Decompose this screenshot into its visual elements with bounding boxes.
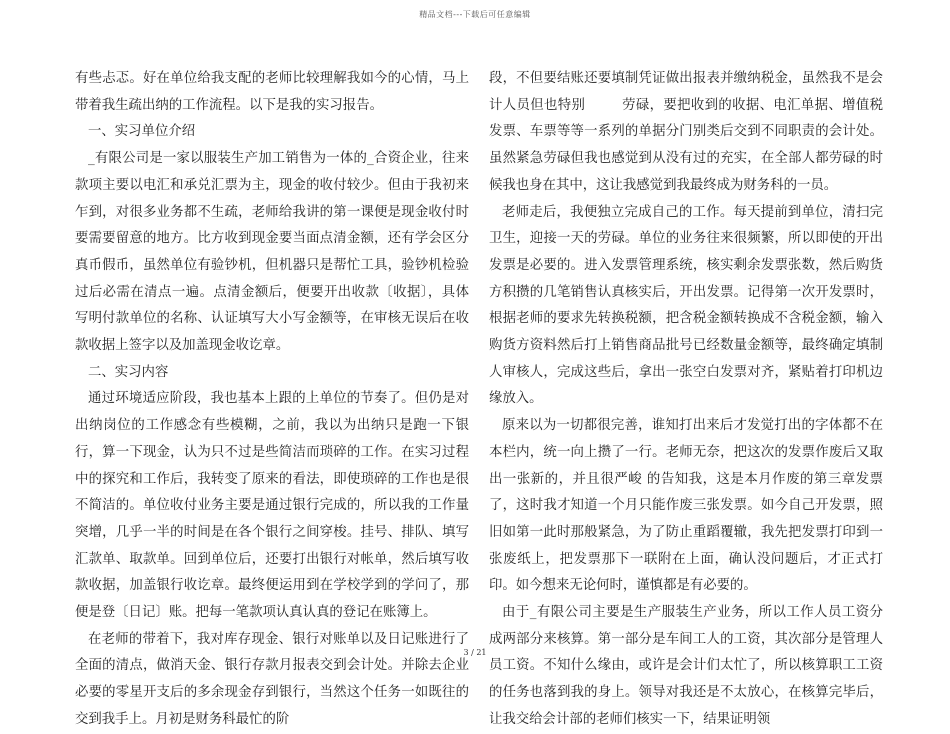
paragraph: 在老师的带着下，我对库存现金、银行对账单以及日记账进行了全面的清点，做消天金、银行存款月报表交到会计处。并除去企业必要的零星开支后的多余现金存到银行，当然这个任务一如既往的交到我手上。月初是财务科最忙的阶: [75, 631, 469, 727]
paragraph: 老师走后，我便独立完成自己的工作。每天提前到单位，清扫完卫生，迎接一天的劳碌。单位的业务往来很频繁，所以即使的开出发票是必要的。进入发票管理系统，核实剩余发票张数，然后购货方积攒的几笔销售认真核实后，开出发票。记得第一次开发票时，根据老师的要求先转换税额，把含税金额转换成不含税金额，输入购货方资料然后打上销售商品批号已经数量金额等，最终确定填制人审核人，完成这些后，拿出一张空白发票对齐，紧贴着打印机边缘放入。: [489, 204, 883, 407]
page-header: 精品文档---下载后可任意编辑: [419, 10, 531, 19]
paragraph: 有些忐忑。好在单位给我支配的老师比较理解我如今的心情，马上带着我生疏出纳的工作流程。以下是我的实习报告。: [75, 71, 469, 113]
paragraph: _有限公司是一家以服装生产加工销售为一体的_合资企业，往来款项主要以电汇和承兑汇票为主，现金的收付较少。但由于我初来乍到，对很多业务都不生疏，老师给我讲的第一课便是现金收付时要需要留意的地方。比方收到现金要当面点清金额，还有学会区分真币假币，虽然单位有验钞机，但机器只是帮忙工具，验钞机检验过后必需在清点一遍。点清金额后，便要开出收款〔收据〕，具体写明付款单位的名称、认证填写大小写金额等，在审核无误后在收款收据上签字以及加盖现金收讫章。: [75, 151, 469, 354]
paragraph: 段，不但要结账还要填制凭证做出报表并缴纳税金，虽然我不是会计人员但也特别 劳碌，要把收到的收据、电汇单据、增值税发票、车票等等一系列的单据分门别类后交到不同职责的会计处。虽然紧急劳碌但我也感觉到从没有过的充实，在全部人都劳碌的时候我也身在其中，这让我感觉到我最终成为财务科的一员。: [489, 71, 883, 193]
right-column: [489, 66, 883, 734]
paragraph: 通过环境适应阶段，我也基本上跟的上单位的节奏了。但仍是对出纳岗位的工作感念有些模糊，之前，我以为出纳只是跑一下银行，算一下现金，认为只不过是些简洁而琐碎的工作。在实习过程中的探究和工作后，我转变了原来的看法，即使琐碎的工作也是很不简洁的。单位收付业务主要是通过银行完成的，所以我的工作量突增，几乎一半的时间是在各个银行之间穿梭。挂号、排队、填写汇款单、取款单。回到单位后，还要打出银行对帐单，然后填写收款收据，加盖银行收讫章。最终便运用到在学校学到的学问了，那便是登〔日记〕账。把每一笔款项认真认真的登记在账簿上。: [75, 391, 469, 621]
page-number: 3 / 21: [463, 648, 487, 657]
section-heading: 二、实习内容: [88, 364, 169, 380]
paragraph: 由于_有限公司主要是生产服装生产业务，所以工作人员工资分成两部分来核算。第一部分是车间工人的工资，其次部分是管理人员工资。不知什么缘由，或许是会计们太忙了，所以核算职工工资的任务也落到我的身上。领导对我还是不太放心，在核算完毕后，让我交给会计部的老师们核实一下，结果证明领: [489, 605, 883, 727]
section-heading: 一、实习单位介绍: [88, 124, 196, 140]
paragraph: 原来以为一切都很完善，谁知打出来后才发觉打出的字体都不在本栏内，统一向上攒了一行。老师无奈，把这次的发票作废后又取出一张新的，并且很严峻 的告知我，这是本月作废的第三章发票了，这时我才知道一个月只能作废三张发票。如今自己开发票，照旧如第一此时那般紧急，为了防止重蹈覆辙，我先把发票打印到一张废纸上，把发票那下一联附在上面，确认没问题后，才正式打印。如今想来无论何时，谨慎都是有必要的。: [489, 418, 883, 594]
left-column: [75, 66, 469, 734]
